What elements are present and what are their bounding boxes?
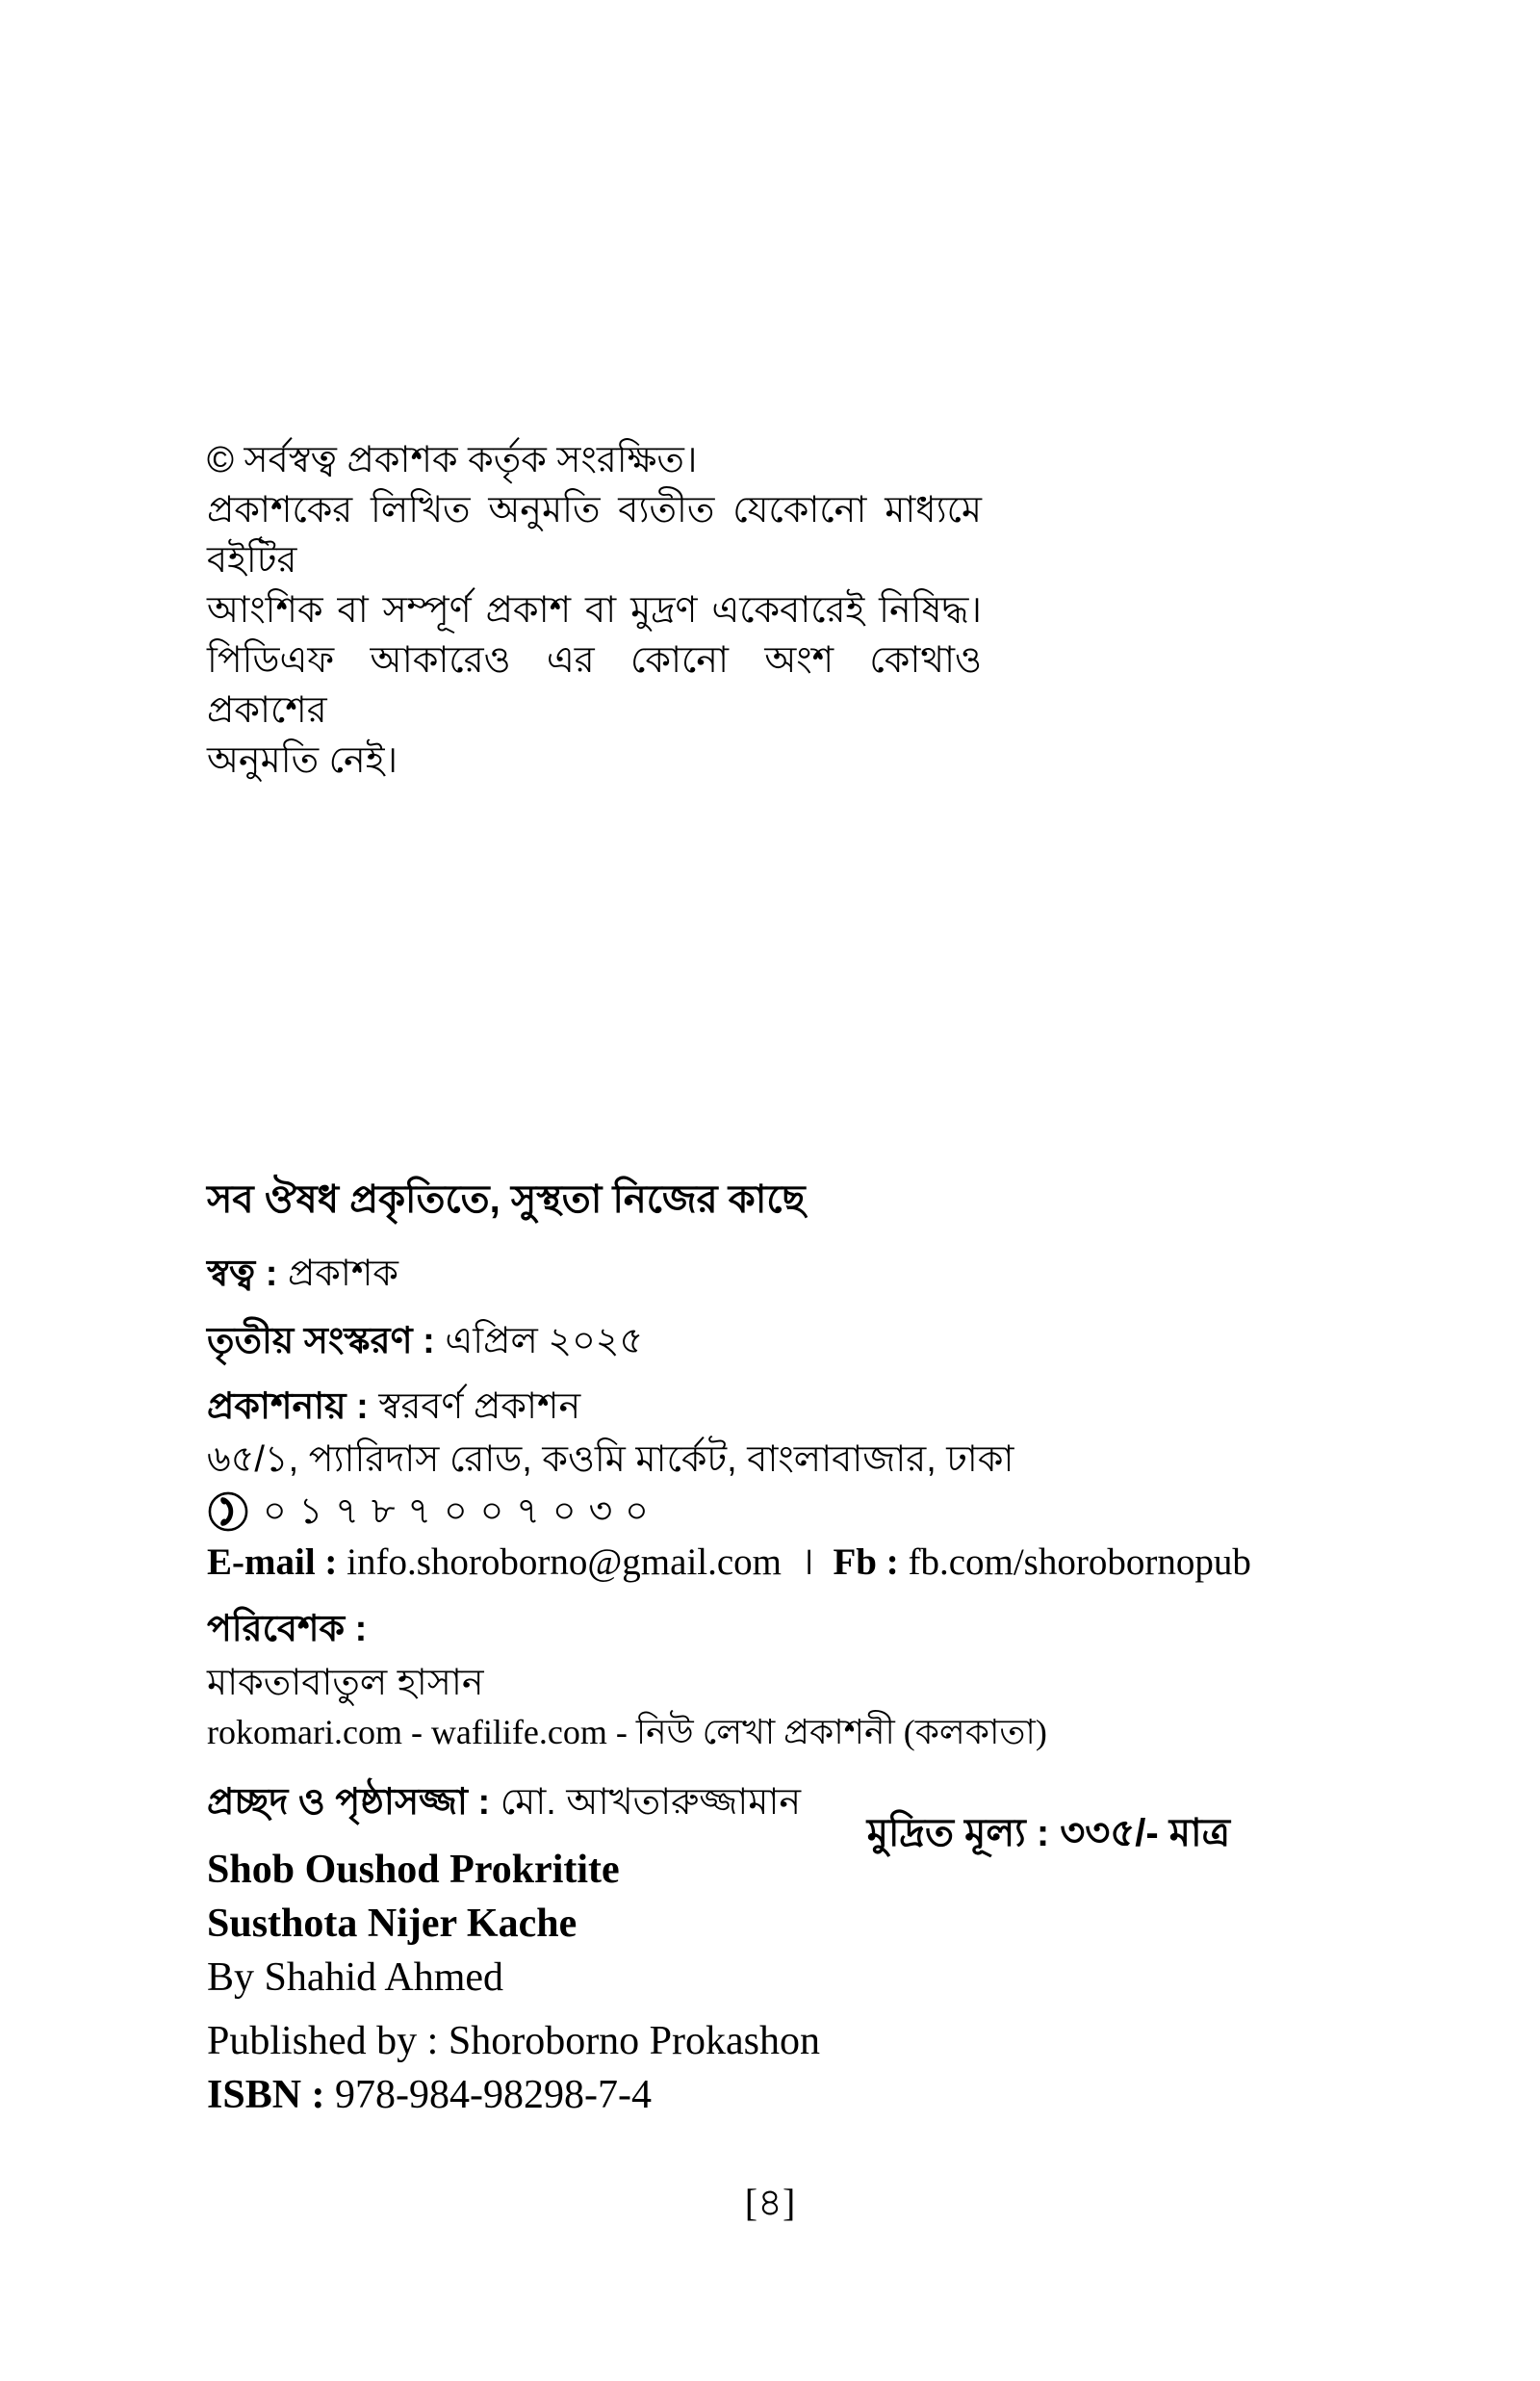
distributor-channels: rokomari.com - wafilife.com - নিউ লেখা প্রকাশনী (কলকাতা) <box>207 1713 1047 1751</box>
distributor-label: পরিবেশক : <box>207 1609 368 1649</box>
edition-row <box>207 1317 1362 1365</box>
email-address: info.shoroborno@gmail.com <box>346 1541 783 1583</box>
facebook-label: Fb : <box>833 1541 899 1583</box>
published-by-line: Published by : Shoroborno Prokashon <box>207 2019 821 2063</box>
page-number: [৪] <box>744 2181 796 2224</box>
copyright-line: অনুমতি নেই। <box>207 740 398 781</box>
rights-row <box>207 1250 1362 1298</box>
publication-info <box>207 1173 1362 1827</box>
edition-label: তৃতীয় সংস্করণ : <box>207 1321 435 1361</box>
english-title-line1: Shob Oushod Prokritite <box>207 1848 620 1892</box>
telephone-icon <box>207 1490 249 1533</box>
phone-number: ০১৭৮৭০০৭০৩০ <box>263 1491 661 1532</box>
copyright-line: প্রকাশকের লিখিত অনুমতি ব্যতীত যেকোনো মাধ্যমে বইটির <box>207 490 982 581</box>
english-title-line2: Susthota Nijer Kache <box>207 1902 578 1946</box>
copyright-line: © সর্বস্বত্ব প্রকাশক কর্তৃক সংরক্ষিত। <box>207 440 698 480</box>
distributor-name: মাকতাবাতুল হাসান <box>207 1663 484 1703</box>
english-publication-info <box>207 1843 820 2122</box>
cover-design-value: মো. আখতারুজ্জামান <box>500 1782 802 1823</box>
bottom-section <box>207 1808 1230 2122</box>
book-title: সব ঔষধ প্রকৃতিতে, সুস্থতা নিজের কাছে <box>207 1178 806 1221</box>
publisher-value: স্বরবর্ণ প্রকাশন <box>378 1386 581 1427</box>
byline: By Shahid Ahmed <box>207 1955 504 2000</box>
cover-design-label: প্রচ্ছদ ও পৃষ্ঠাসজ্জা : <box>207 1782 491 1823</box>
contact-separator: । <box>800 1541 814 1583</box>
publisher-row <box>207 1383 1362 1431</box>
copyright-line: পিডিএফ আকারেও এর কোনো অংশ কোথাও প্রকাশের <box>207 640 982 731</box>
edition-value: এপ্রিল ২০২৫ <box>445 1321 644 1361</box>
contact-row <box>207 1537 1362 1589</box>
email-label: E-mail : <box>207 1541 338 1583</box>
publisher-label: প্রকাশনায় : <box>207 1386 369 1427</box>
price-line: মুদ্রিত মূল্য : ৩৩৫/- মাত্র <box>866 1812 1230 1854</box>
isbn-line <box>207 2068 820 2122</box>
isbn-label: ISBN : <box>207 2073 325 2117</box>
rights-value: প্রকাশক <box>287 1254 398 1294</box>
phone-row <box>207 1487 1362 1537</box>
publisher-address: ৬৫/১, প্যারিদাস রোড, কওমি মার্কেট, বাংলাবাজার, ঢাকা <box>207 1439 1014 1480</box>
rights-label: স্বত্ব : <box>207 1254 278 1294</box>
copyright-notice <box>207 435 982 786</box>
copyright-line: আংশিক বা সম্পূর্ণ প্রকাশ বা মুদ্রণ একেবারেই নিষিদ্ধ। <box>207 590 982 631</box>
isbn-value: 978-984-98298-7-4 <box>335 2073 652 2117</box>
facebook-address: fb.com/shorobornopub <box>908 1541 1251 1583</box>
